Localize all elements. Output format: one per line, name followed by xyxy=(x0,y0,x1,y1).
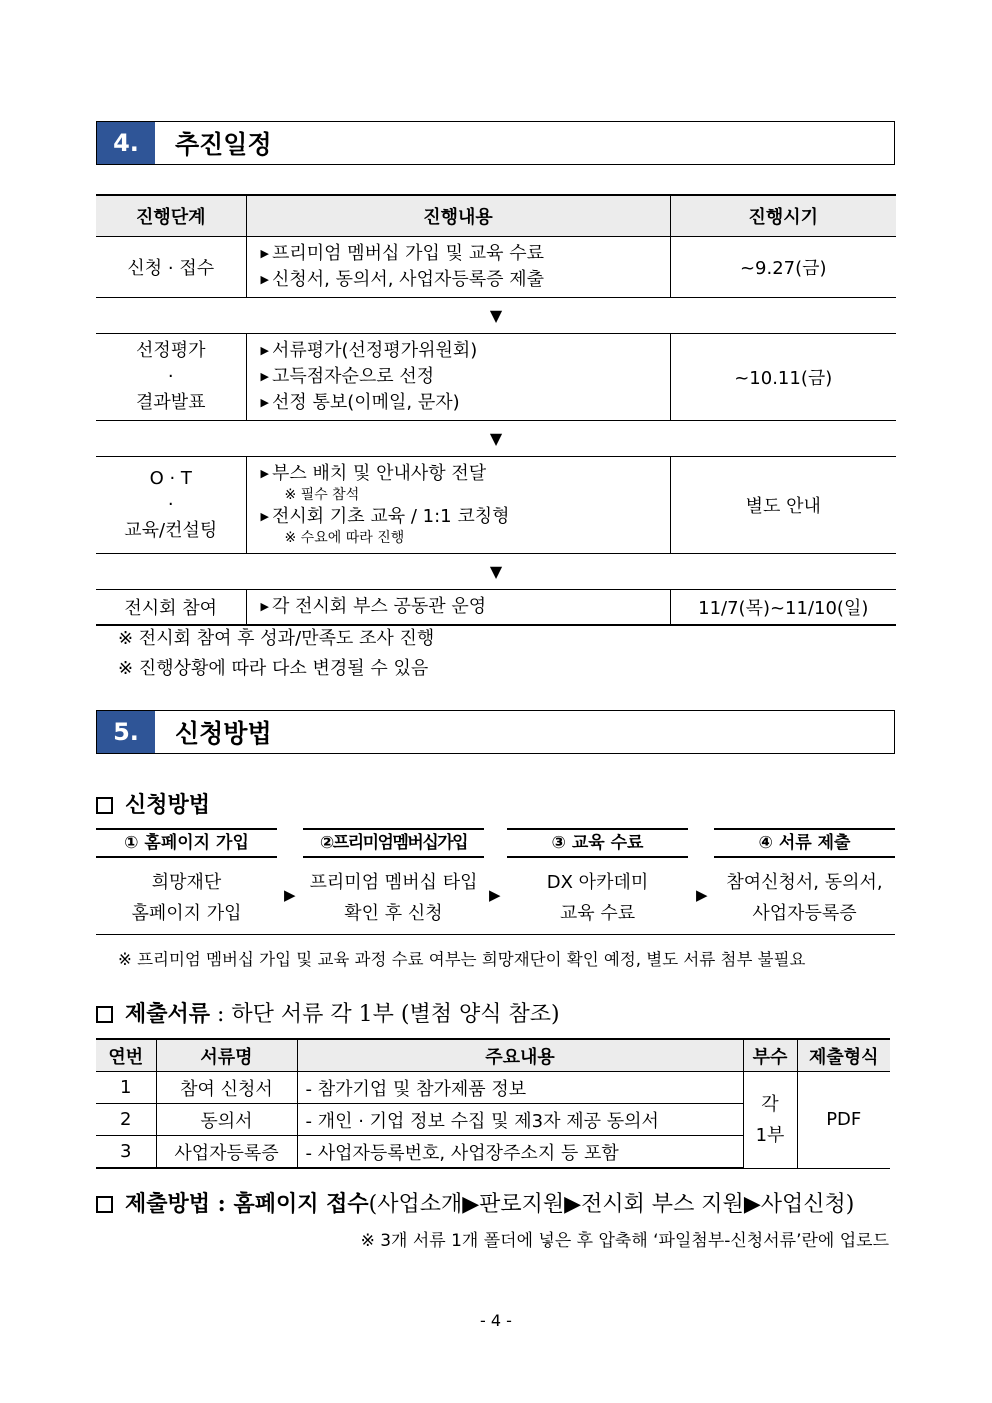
section-title: 신청방법 xyxy=(175,719,272,748)
schedule-row xyxy=(96,457,896,554)
right-arrow-icon: ▶ xyxy=(489,886,501,904)
submit-note: ※ 3개 서류 1개 폴더에 넣은 후 압축해 ‘파일첨부-신청서류’란에 업로드 xyxy=(360,1231,889,1251)
section-title: 추진일정 xyxy=(175,130,272,159)
content-cell: ▶ 서류평가(선정평가위원회) ▶ 고득점자순으로 선정 ▶ 선정 통보(이메일, 문자) xyxy=(246,334,670,421)
apply-step: ②프리미엄멤버십가입 프리미엄 멤버십 타입 확인 후 신청 xyxy=(303,828,484,934)
docs-title: 제출서류 : 하단 서류 각 1부 (별첨 양식 참조) xyxy=(96,997,560,1028)
stage-cell: 신청 · 접수 xyxy=(127,258,215,279)
header-stage: 진행단계 xyxy=(96,195,246,237)
checkbox-square-icon xyxy=(96,797,113,814)
apply-title: 신청방법 xyxy=(96,788,210,819)
stage-cell: O · T · 교육/컨설팅 xyxy=(124,468,218,541)
down-arrow-icon: ▼ xyxy=(489,562,503,581)
header-name: 서류명 xyxy=(156,1039,297,1072)
header-no: 연번 xyxy=(96,1039,156,1072)
schedule-note: ※ 진행상황에 따라 다소 변경될 수 있음 xyxy=(118,658,429,679)
down-arrow-icon: ▼ xyxy=(489,306,503,325)
format-cell: PDF xyxy=(797,1072,890,1169)
apply-step: ③ 교육 수료 DX 아카데미 교육 수료 xyxy=(507,828,688,934)
time-cell: 11/7(목)~11/10(일) xyxy=(670,590,896,626)
schedule-row xyxy=(96,590,896,626)
header-format: 제출형식 xyxy=(797,1039,890,1072)
table-row: 2 동의서 - 개인 · 기업 정보 수집 및 제3자 제공 동의서 xyxy=(96,1104,890,1136)
content-cell: ▶ 프리미엄 멤버십 가입 및 교육 수료 ▶ 신청서, 동의서, 사업자등록증 제출 xyxy=(246,237,670,298)
checkbox-square-icon xyxy=(96,1196,113,1213)
right-arrow-icon: ▶ xyxy=(284,886,296,904)
header-content: 주요내용 xyxy=(297,1039,743,1072)
table-row: 3 사업자등록증 - 사업자등록번호, 사업장주소지 등 포함 xyxy=(96,1136,890,1169)
apply-step: ① 홈페이지 가입 희망재단 홈페이지 가입 xyxy=(96,828,277,934)
section-number: 5. xyxy=(97,711,155,753)
table-row: 1 참여 신청서 - 참가기업 및 참가제품 정보 각 1부 PDF xyxy=(96,1072,890,1104)
time-cell: ~10.11(금) xyxy=(670,334,896,421)
section-number: 4. xyxy=(97,122,155,164)
page-number: - 4 - xyxy=(480,1311,512,1330)
schedule-row xyxy=(96,237,896,298)
schedule-table xyxy=(96,194,896,626)
submit-title: 제출방법 : 홈페이지 접수(사업소개▶판로지원▶전시회 부스 지원▶사업신청) xyxy=(96,1187,854,1218)
schedule-note: ※ 전시회 참여 후 성과/만족도 조사 진행 xyxy=(118,628,435,649)
section-header-4 xyxy=(96,121,895,165)
content-cell: ▶ 부스 배치 및 안내사항 전달 ※ 필수 참석 ▶ 전시회 기초 교육 / 1:1 코칭형 ※ 수요에 따라 진행 xyxy=(246,457,670,554)
divider xyxy=(96,934,895,935)
down-arrow-icon: ▼ xyxy=(489,429,503,448)
docs-table xyxy=(96,1038,890,1169)
header-time: 진행시기 xyxy=(670,195,896,237)
header-content: 진행내용 xyxy=(246,195,670,237)
copies-cell: 각 1부 xyxy=(743,1072,797,1169)
checkbox-square-icon xyxy=(96,1006,113,1023)
section-header-5 xyxy=(96,710,895,754)
stage-cell: 선정평가 · 결과발표 xyxy=(135,340,206,413)
time-cell: ~9.27(금) xyxy=(670,237,896,298)
header-copies: 부수 xyxy=(743,1039,797,1072)
schedule-row xyxy=(96,334,896,421)
apply-step: ④ 서류 제출 참여신청서, 동의서, 사업자등록증 xyxy=(714,828,895,934)
apply-note: ※ 프리미엄 멤버십 가입 및 교육 과정 수료 여부는 희망재단이 확인 예정, 별도 서류 첨부 불필요 xyxy=(118,950,806,969)
content-cell: ▶ 각 전시회 부스 공동관 운영 xyxy=(246,590,670,626)
right-arrow-icon: ▶ xyxy=(696,886,708,904)
stage-cell: 전시회 참여 xyxy=(124,598,218,619)
time-cell: 별도 안내 xyxy=(670,457,896,554)
